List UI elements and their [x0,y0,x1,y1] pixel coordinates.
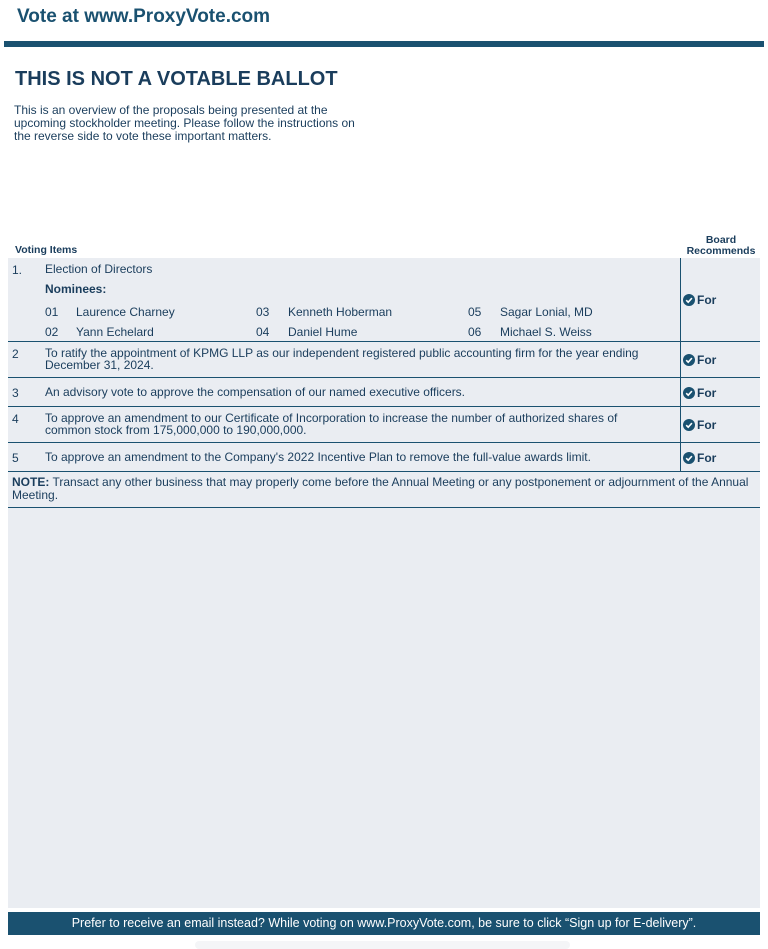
item-2-text [45,348,675,371]
recommendation-label: For [697,293,717,307]
recommendation-label: For [697,418,717,432]
row-divider [8,471,760,472]
board-label: Board [705,234,737,246]
check-circle-icon [683,354,695,366]
nominee-name: Kenneth Hoberman [288,305,393,319]
item-4-text [45,413,675,436]
item-2-text-line2: December 31, 2024. [45,357,154,372]
header-rule [4,41,764,47]
item-4-text-line2: common stock from 175,000,000 to 190,000,000. [45,422,307,437]
item-3-text: An advisory vote to approve the compensation of our named executive officers. [45,385,466,399]
row-divider [8,507,760,508]
item-4-text-line1: To approve an amendment to our Certificate of Incorporation to increase the number of authorized shares of [45,411,618,425]
nominees-label: Nominees: [45,282,107,296]
item-2-number: 2 [12,347,19,361]
nominee-number: 05 [468,305,482,319]
nominee-name: Yann Echelard [76,325,154,339]
item-4-recommendation [683,418,716,432]
vote-url-title: Vote at www.ProxyVote.com [17,6,271,27]
row-divider [8,377,760,378]
nominee-number: 02 [45,325,59,339]
nominee-number: 06 [468,325,482,339]
nominee-number: 03 [256,305,270,319]
row-divider [8,442,760,443]
item-3-recommendation [683,386,716,400]
check-circle-icon [683,419,695,431]
voting-items-header: Voting Items [15,244,78,256]
nominee-name: Daniel Hume [288,325,358,339]
recommends-label: Recommends [686,245,756,257]
intro-text: This is an overview of the proposals being presented at the upcoming stockholder meeting. Please follow the instructions on the reverse side to vote these important matters. [14,103,355,143]
check-circle-icon [683,387,695,399]
item-2-recommendation [683,353,716,367]
row-divider [8,406,760,407]
item-5-number: 5 [12,451,19,465]
check-circle-icon [683,294,695,306]
nominee-number: 04 [256,325,270,339]
column-divider [680,258,681,472]
nominee-name: Laurence Charney [76,305,175,319]
item-3-number: 3 [12,386,19,400]
nominee-name: Michael S. Weiss [500,325,592,339]
row-divider [8,341,760,342]
note-label: NOTE: [12,475,50,489]
note-body: Transact any other business that may properly come before the Annual Meeting or any postponement or adjournment of the Annual Meeting. [12,475,749,502]
recommendation-label: For [697,386,717,400]
item-1-recommendation [683,293,716,307]
item-1-text: Election of Directors [45,262,153,276]
recommendation-label: For [697,451,717,465]
item-5-recommendation [683,451,716,465]
check-circle-icon [683,452,695,464]
item-5-text: To approve an amendment to the Company's 2022 Incentive Plan to remove the full-value awards limit. [45,450,591,464]
board-recommends-header [681,235,761,257]
item-4-number: 4 [12,412,19,426]
bottom-shadow [195,941,570,949]
edelivery-banner: Prefer to receive an email instead? While voting on www.ProxyVote.com, be sure to click “Sign up for E-delivery”. [8,912,760,935]
item-1-number: 1. [12,263,23,277]
nominee-name: Sagar Lonial, MD [500,305,593,319]
page-heading: THIS IS NOT A VOTABLE BALLOT [15,68,338,90]
nominee-number: 01 [45,305,59,319]
item-2-text-line1: To ratify the appointment of KPMG LLP as our independent registered public accounting firm for the year ending [45,346,639,360]
note-text [12,476,752,502]
recommendation-label: For [697,353,717,367]
